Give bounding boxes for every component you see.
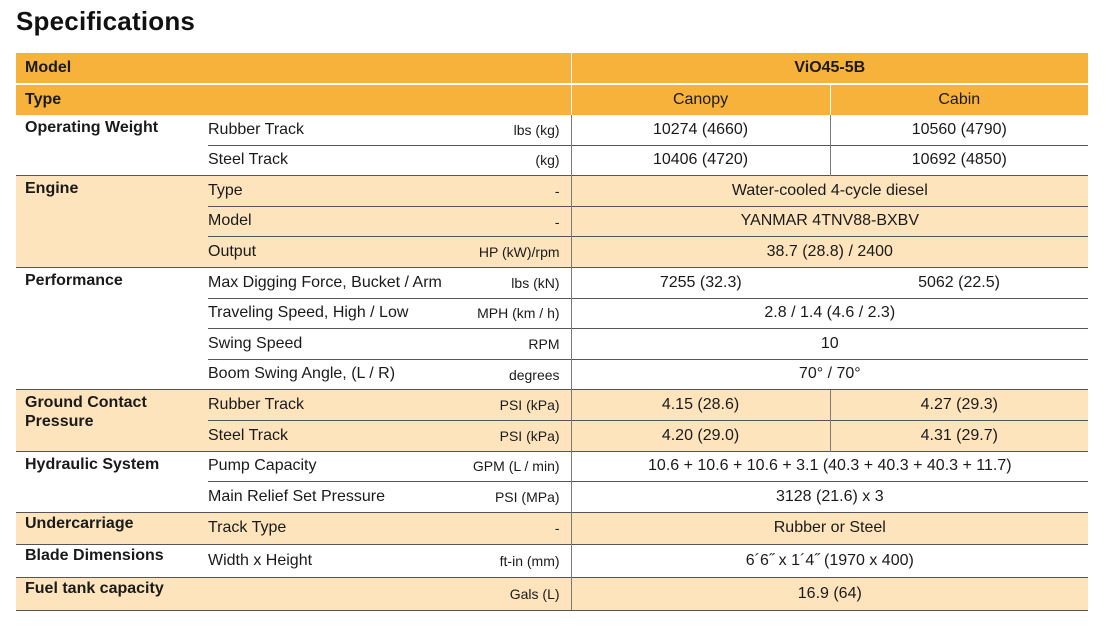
value-canopy: 10406 (4720) — [571, 145, 830, 176]
row-unit: (kg) — [461, 145, 571, 176]
type-cabin: Cabin — [830, 84, 1088, 115]
value-merged: 2.8 / 1.4 (4.6 / 2.3) — [571, 298, 1088, 329]
table-row — [16, 390, 1088, 421]
group-ground-contact: Ground Contact Pressure — [16, 390, 208, 451]
value-cabin: 4.27 (29.3) — [830, 390, 1088, 421]
row-unit: GPM (L / min) — [461, 451, 571, 482]
value-merged: 38.7 (28.8) / 2400 — [571, 237, 1088, 268]
value-canopy: 4.20 (29.0) — [571, 420, 830, 451]
row-unit: HP (kW)/rpm — [461, 237, 571, 268]
specifications-table — [16, 53, 1088, 611]
group-performance: Performance — [16, 267, 208, 389]
group-operating-weight: Operating Weight — [25, 119, 159, 136]
row-label: Rubber Track — [208, 390, 461, 421]
row-label: Model — [208, 206, 461, 237]
value-merged: Rubber or Steel — [571, 512, 1088, 545]
row-unit: lbs (kg) — [513, 121, 560, 138]
table-row — [16, 451, 1088, 482]
table-row — [16, 577, 1088, 610]
row-label: Boom Swing Angle, (L / R) — [208, 359, 461, 390]
group-hydraulic: Hydraulic System — [16, 451, 208, 512]
row-unit: PSI (kPa) — [461, 420, 571, 451]
row-label: Track Type — [208, 512, 461, 545]
row-unit: MPH (km / h) — [461, 298, 571, 329]
value-canopy: 10274 (4660) — [571, 115, 830, 145]
row-unit: RPM — [461, 329, 571, 360]
value-merged: YANMAR 4TNV88-BXBV — [571, 206, 1088, 237]
group-engine: Engine — [16, 176, 208, 268]
value-merged: Water-cooled 4-cycle diesel — [571, 176, 1088, 207]
value-cabin: 10560 (4790) — [830, 115, 1088, 145]
model-label: Model — [16, 53, 571, 84]
row-unit: degrees — [461, 359, 571, 390]
row-unit: Gals (L) — [461, 577, 571, 610]
group-blade: Blade Dimensions — [16, 545, 208, 578]
row-label: Steel Track — [208, 420, 461, 451]
value-merged: 16.9 (64) — [571, 577, 1088, 610]
value-canopy: 4.15 (28.6) — [571, 390, 830, 421]
value-merged: 70° / 70° — [571, 359, 1088, 390]
type-row — [16, 84, 1088, 115]
row-label: Main Relief Set Pressure — [208, 482, 461, 513]
row-unit: - — [461, 176, 571, 207]
row-label: Steel Track — [208, 145, 461, 176]
row-label: Width x Height — [208, 545, 461, 578]
value-merged: 10 — [571, 329, 1088, 360]
value-merged: 10.6 + 10.6 + 10.6 + 3.1 (40.3 + 40.3 + 40.3 + 11.7) — [571, 451, 1088, 482]
row-label: Rubber Track — [208, 120, 305, 138]
row-label: Output — [208, 237, 461, 268]
row-label: Swing Speed — [208, 329, 461, 360]
group-fuel: Fuel tank capacity — [16, 577, 461, 610]
page-title: Specifications — [16, 6, 196, 36]
value-merged: 6´6˝ x 1´4˝ (1970 x 400) — [571, 545, 1088, 578]
table-row — [16, 176, 1088, 207]
row-unit: - — [461, 512, 571, 545]
value-cabin: 4.31 (29.7) — [830, 420, 1088, 451]
row-label: Max Digging Force, Bucket / Arm — [208, 267, 461, 298]
row-unit: lbs (kN) — [461, 267, 571, 298]
value-cabin: 10692 (4850) — [830, 145, 1088, 176]
model-value: ViO45-5B — [571, 53, 1088, 84]
model-row — [16, 53, 1088, 84]
value-cabin: 5062 (22.5) — [830, 267, 1088, 298]
group-undercarriage: Undercarriage — [16, 512, 208, 545]
table-row — [16, 512, 1088, 545]
row-label: Type — [208, 176, 461, 207]
value-merged: 3128 (21.6) x 3 — [571, 482, 1088, 513]
type-canopy: Canopy — [571, 84, 830, 115]
value-canopy: 7255 (32.3) — [571, 267, 830, 298]
row-label: Traveling Speed, High / Low — [208, 298, 461, 329]
table-row — [16, 115, 1088, 145]
table-row — [16, 267, 1088, 298]
row-unit: PSI (MPa) — [461, 482, 571, 513]
type-label: Type — [16, 84, 571, 115]
row-unit: PSI (kPa) — [461, 390, 571, 421]
table-row — [16, 545, 1088, 578]
row-unit: - — [461, 206, 571, 237]
row-unit: ft-in (mm) — [461, 545, 571, 578]
row-label: Pump Capacity — [208, 451, 461, 482]
